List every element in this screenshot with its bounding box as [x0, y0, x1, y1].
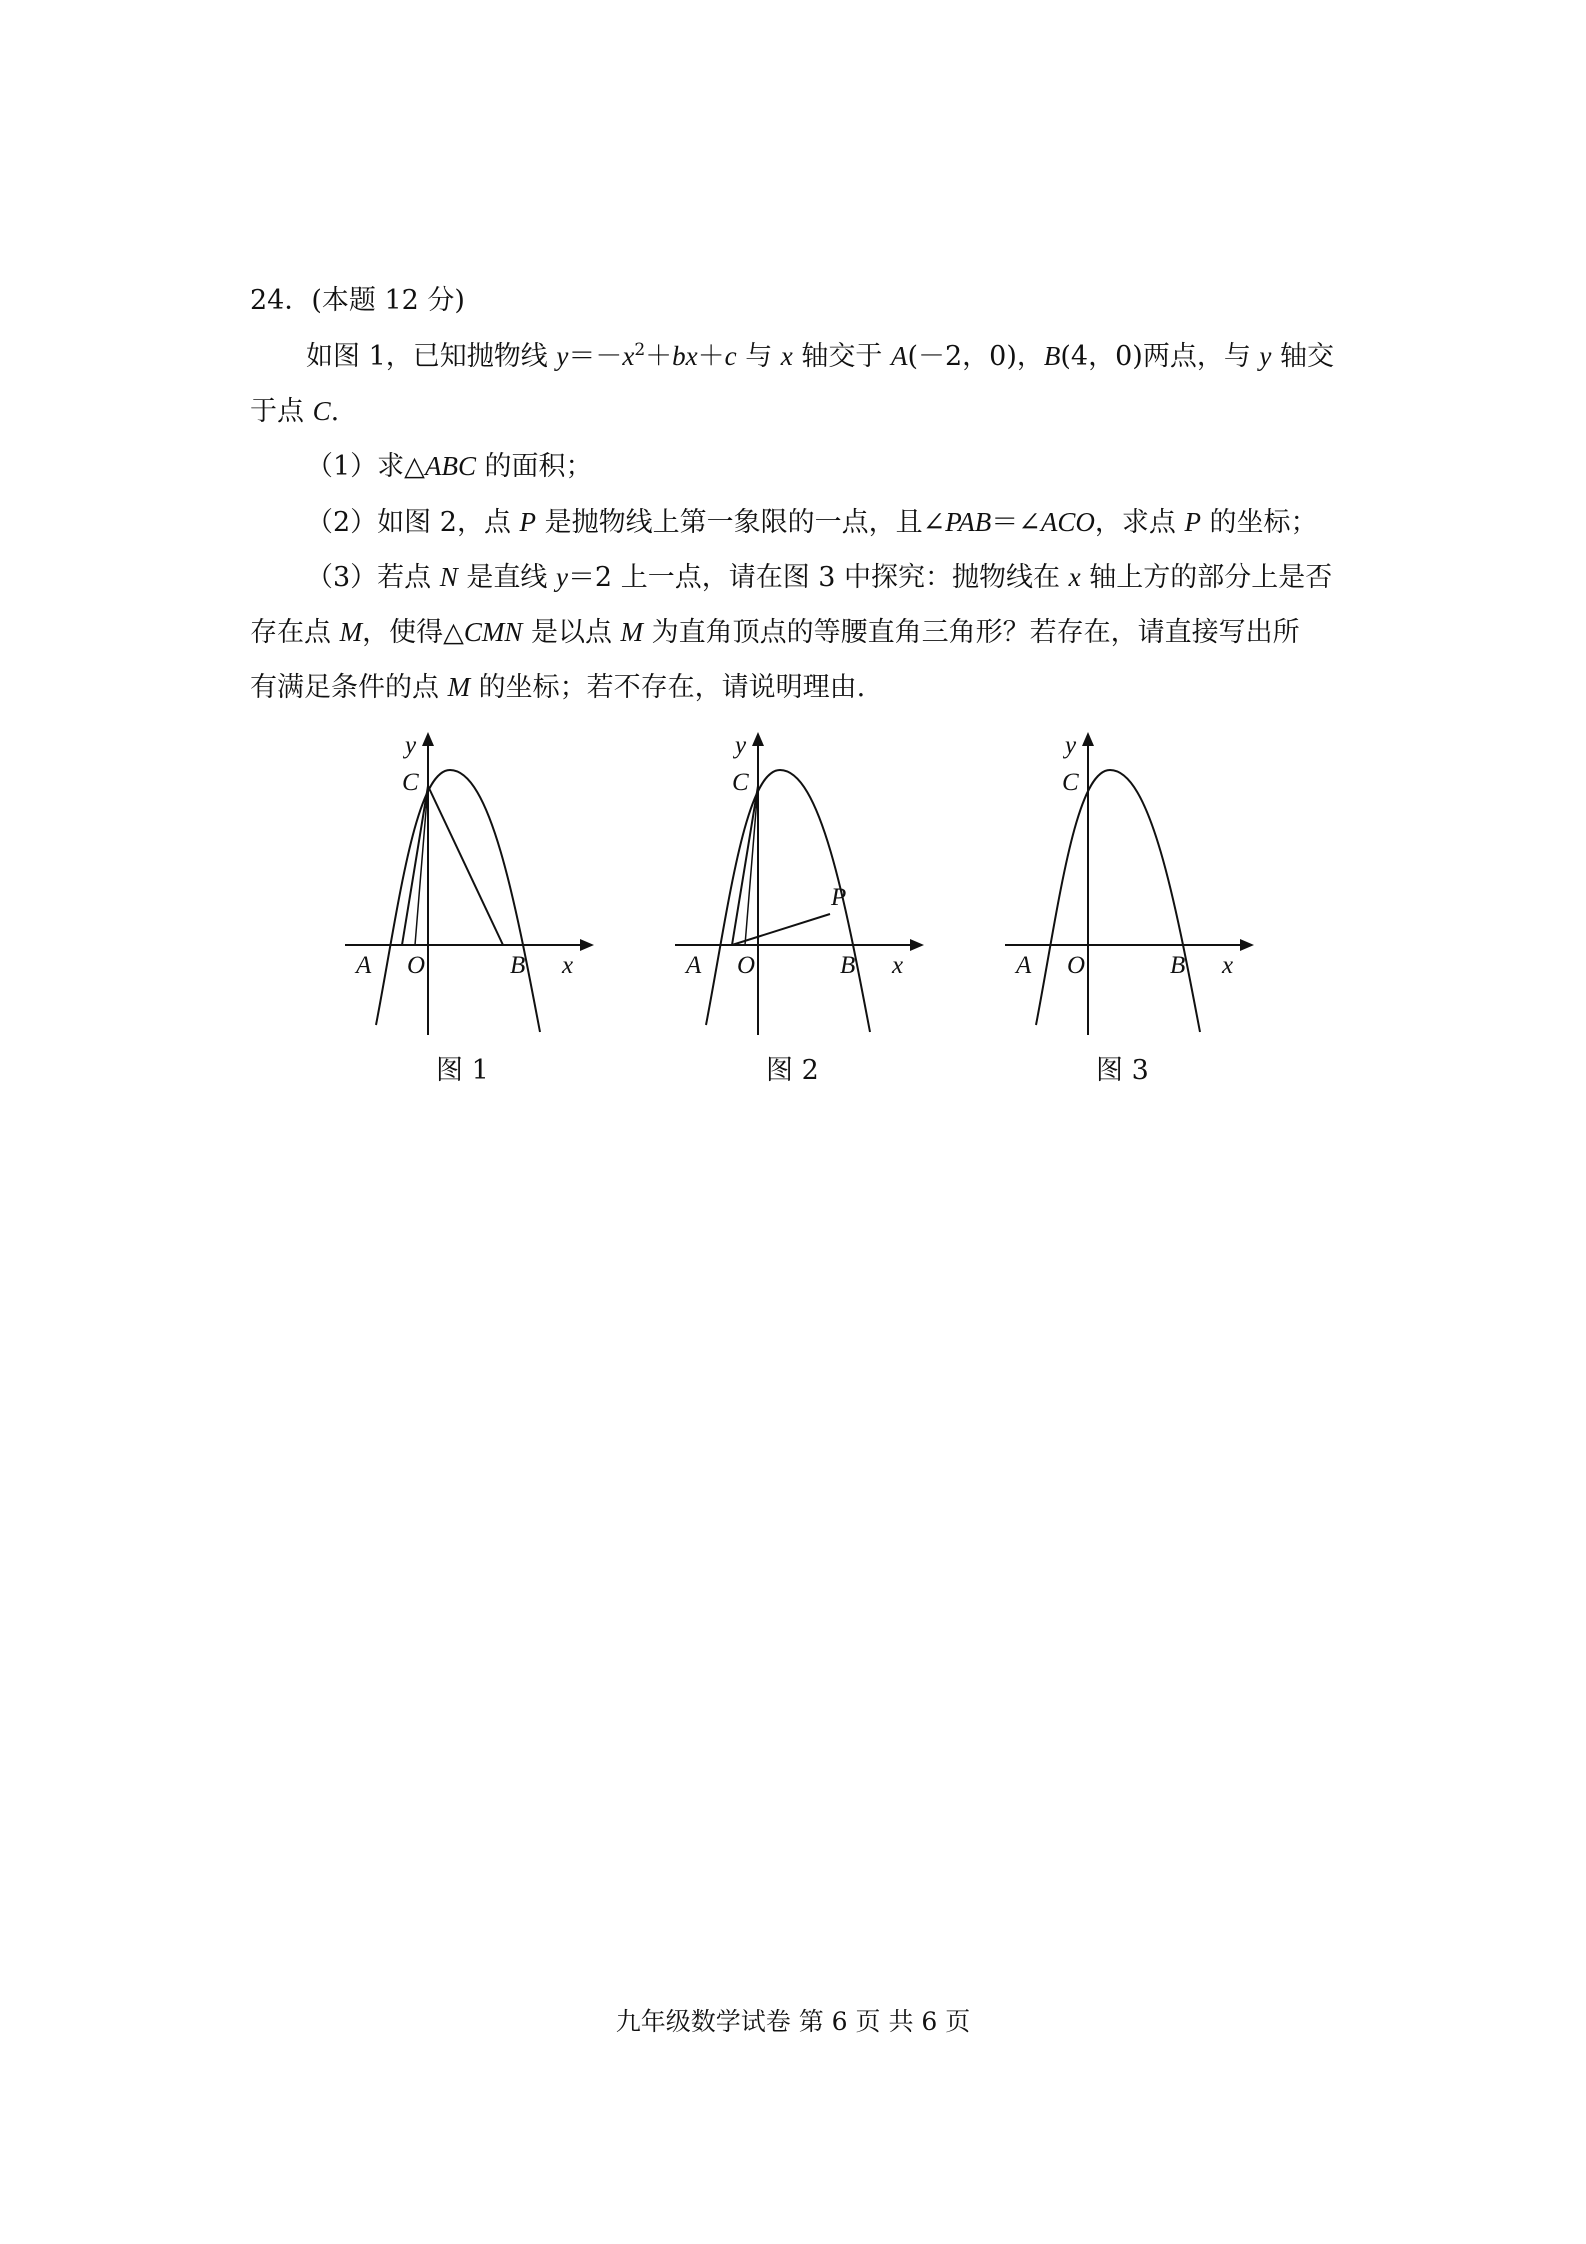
segment-C-inner [745, 786, 758, 945]
x-axis-arrow [580, 939, 594, 951]
question-part-1: （1）求△ABC 的面积； [306, 451, 593, 482]
figure-2-graph [670, 730, 930, 1040]
label-y: y [405, 732, 417, 759]
figure-3-caption: 图 3 [1096, 1055, 1149, 1086]
label-C: C [1062, 769, 1079, 796]
parabola [376, 770, 540, 1032]
x-axis-arrow [910, 939, 924, 951]
label-B: B [1170, 952, 1186, 979]
question-intro-line1: 如图 1，已知抛物线 $y=-x^2+bx+c$ 与 x 轴交于 A(－2，0)，B(4，0)两点，与 y 轴交 [306, 340, 1334, 372]
figure-2-caption: 图 2 [766, 1055, 819, 1086]
label-A: A [1016, 952, 1032, 979]
label-x: x [1222, 952, 1234, 979]
figure-1-graph [340, 730, 600, 1040]
label-B: B [510, 952, 526, 979]
parabola [1036, 770, 1200, 1032]
label-y: y [1065, 732, 1077, 759]
label-O: O [1067, 952, 1086, 979]
question-part-3-line3: 有满足条件的点 M 的坐标；若不存在，请说明理由. [250, 672, 866, 703]
y-axis-arrow [752, 732, 764, 746]
label-A: A [356, 952, 372, 979]
question-part-3-line2: 存在点 M，使得△CMN 是以点 M 为直角顶点的等腰直角三角形？若存在，请直接写出所 [250, 617, 1300, 648]
label-A: A [686, 952, 702, 979]
figure-2 [670, 730, 930, 1044]
label-C: C [402, 769, 419, 796]
question-intro-line2: 于点 C. [250, 396, 340, 427]
label-O: O [407, 952, 426, 979]
segment-CB [428, 786, 503, 945]
figure-1 [340, 730, 600, 1044]
label-P: P [831, 884, 847, 911]
label-O: O [737, 952, 756, 979]
page-footer: 九年级数学试卷 第 6 页 共 6 页 [615, 2007, 971, 2036]
y-axis-arrow [422, 732, 434, 746]
label-B: B [840, 952, 856, 979]
figure-1-caption: 图 1 [436, 1055, 489, 1086]
label-y: y [735, 732, 747, 759]
segment-C-inner [415, 786, 428, 945]
y-axis-arrow [1082, 732, 1094, 746]
question-part-2: （2）如图 2，点 P 是抛物线上第一象限的一点，且∠PAB＝∠ACO，求点 P 的坐标； [306, 507, 1318, 538]
question-header: 24．(本题 12 分) [250, 285, 465, 316]
figure-3-graph [1000, 730, 1260, 1040]
label-x: x [892, 952, 904, 979]
question-part-3-line1: （3）若点 N 是直线 y＝2 上一点，请在图 3 中探究：抛物线在 x 轴上方的部分上是否 [306, 562, 1333, 593]
label-x: x [562, 952, 574, 979]
x-axis-arrow [1240, 939, 1254, 951]
figure-3 [1000, 730, 1260, 1044]
label-C: C [732, 769, 749, 796]
